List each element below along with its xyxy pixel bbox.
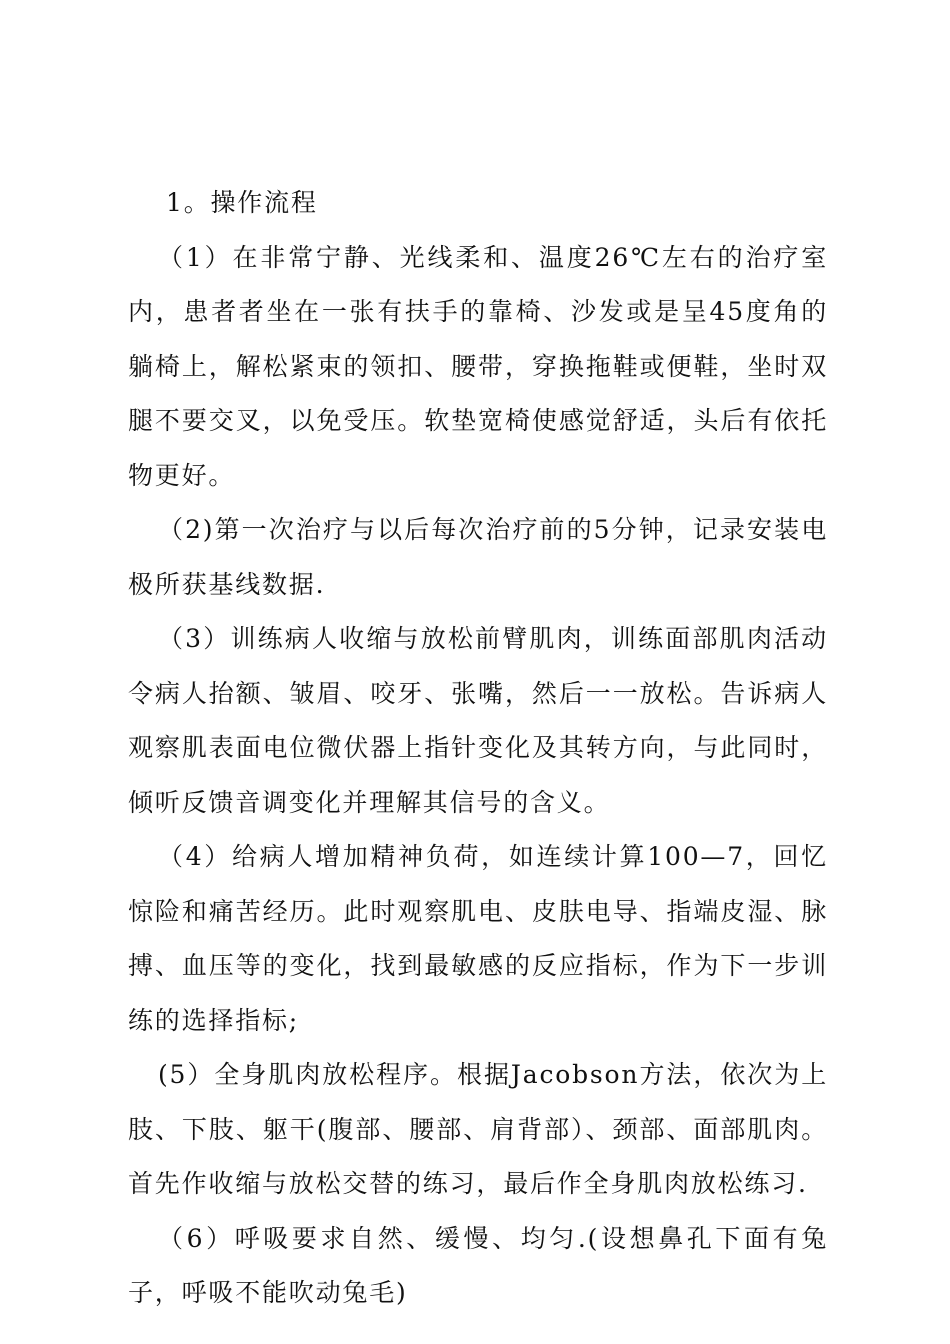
document-body [128,176,828,1321]
paragraph-6: （6）呼吸要求自然、缓慢、均匀.(设想鼻孔下面有兔子，呼吸不能吹动兔毛) [128,1223,828,1307]
section-heading: 1。操作流程 [166,188,318,217]
paragraph-3: （3）训练病人收缩与放松前臂肌肉，训练面部肌肉活动令病人抬额、皱眉、咬牙、张嘴，然后一一放松。告诉病人观察肌表面电位微伏器上指针变化及其转方向，与此同时，倾听反馈音调变化并理解其信号的含义。 [128,624,828,817]
paragraph-5: (5）全身肌肉放松程序。根据Jacobson方法，依次为上 肢、下肢、躯干(腹部、腰部、肩背部）、颈部、面部肌肉。首先作收缩与放松交替的练习，最后作全身肌肉放松练习. [128,1060,828,1198]
paragraph-4: （4）给病人增加精神负荷，如连续计算100—7，回忆惊险和痛苦经历。此时观察肌电、皮肤电导、指端皮湿、脉搏、血压等的变化，找到最敏感的反应指标，作为下一步训练的选择指标; [128,842,828,1035]
paragraph-1: （1）在非常宁静、光线柔和、温度26℃左右的治疗室内，患者者坐在一张有扶手的靠椅、沙发或是呈45度角的躺椅上，解松紧束的领扣、腰带，穿换拖鞋或便鞋，坐时双腿不要交叉，以免受压。软垫宽椅使感觉舒适，头后有依托物更好。 [128,242,828,490]
paragraph-2: （2)第一次治疗与以后每次治疗前的5分钟，记录安装电极所获基线数据. [128,515,828,599]
